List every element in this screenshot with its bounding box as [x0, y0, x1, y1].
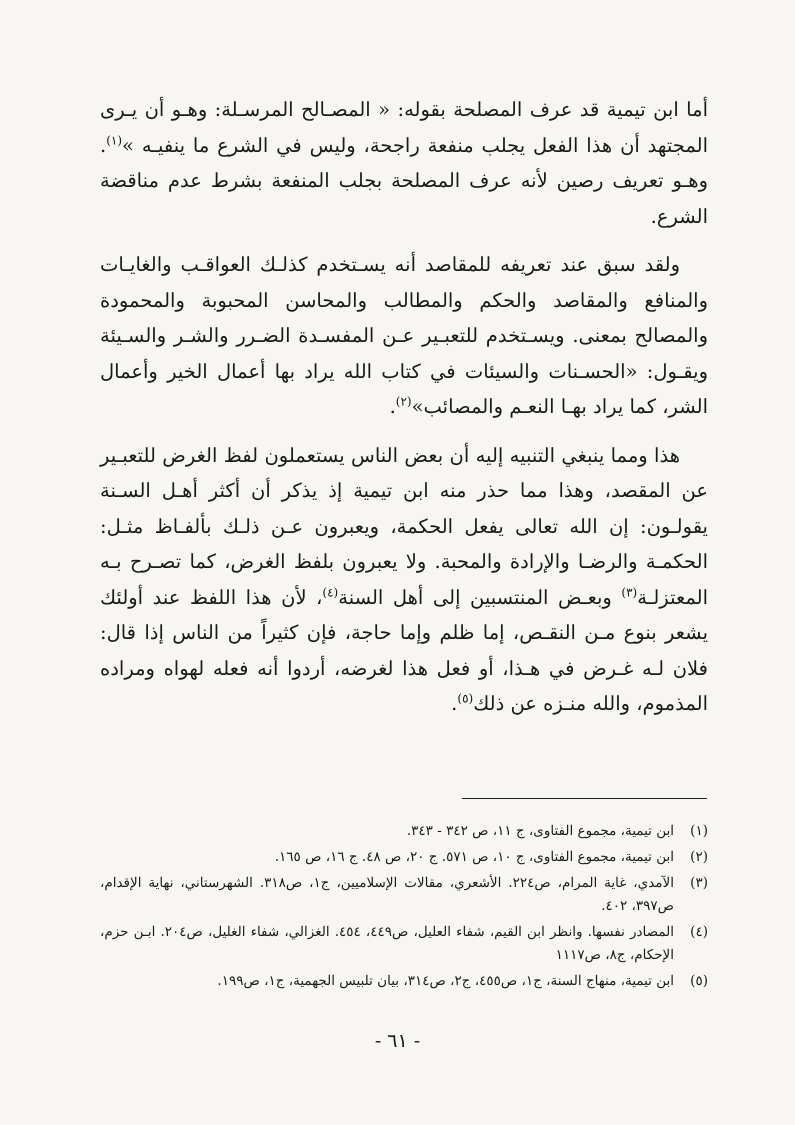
footnote-ref-4: (٤): [322, 585, 339, 599]
footnote-1: [100, 820, 708, 843]
footnote-text: الآمدي، غاية المرام، ص٢٢٤. الأشعري، مقالات الإسلاميين، ج١، ص٣١٨. الشهرستاني، نهاية الإقدام، ص٣٩٧، ٤٠٢.: [100, 875, 674, 914]
page-number: - ٦١ -: [374, 1030, 421, 1052]
main-text: [100, 92, 708, 735]
footnote-ref-1: (١): [106, 133, 123, 147]
footnote-text: ابن تيمية، مجموع الفتاوى، ج ١٠، ص ٥٧١. ج ٢٠، ص ٤٨. ج ١٦، ص ١٦٥.: [274, 849, 674, 865]
footnote-5: [100, 970, 708, 993]
footnote-number: (١): [690, 823, 708, 839]
footnote-text: ابن تيمية، منهاج السنة، ج١، ص٤٥٥، ج٢، ص٣١٤، بيان تلبيس الجهمية، ج١، ص١٩٩.: [217, 973, 674, 989]
paragraph-3-text-c: ، لأن هذا اللفظ عند أولئك يشعر بنوع مـن النقـص، إما ظلم وإما حاجة، فإن كثيراً من الناس إذا قال: فلان لـه غـرض في هـذا، أو فعل هذا لغرضه، أردوا أنه فعله لهواه ومراده المذموم، والله منـزه عن ذلك: [100, 585, 708, 715]
footnote-number: (٥): [690, 973, 708, 989]
paragraph-1: [100, 92, 708, 234]
footnote-3: [100, 872, 708, 918]
footnote-text: ابن تيمية، مجموع الفتاوى، ج ١١، ص ٣٤٢ - ٣٤٣.: [406, 823, 674, 839]
footnote-ref-2: (٢): [395, 394, 412, 409]
paragraph-1-text: أما ابن تيمية قد عرف المصلحة بقوله: « المصـالح المرسـلة: وهـو أن يـرى المجتهد أن هذا الفعل يجلب منفعة راجحة، وليس في الشرع ما ينفيـه »: [100, 98, 708, 157]
footnote-ref-3: (٣): [621, 585, 638, 599]
paragraph-3-text-b: وبعـض المنتسبين إلى أهل السنة: [338, 585, 622, 609]
footnote-separator: [462, 798, 707, 799]
paragraph-2-tail: .: [389, 395, 396, 418]
paragraph-3-tail: .: [451, 692, 458, 715]
footnotes: [100, 820, 708, 996]
paragraph-3-text-a: هذا ومما ينبغي التنبيه إليه أن بعض الناس يستعملون لفظ الغرض للتعبـير عن المقصد، وهذا مما حذر منه ابن تيمية إذ يذكر أن أكثر أهـل السـنة يقولـون: إن الله تعالى يفعل الحكمة، ويعبرون عـن ذلـك بألفـاظ مثـل: الحكمـة والرضـا والإرادة والمحبة. ولا يعبرون بلفظ الغرض، كما تصـرح بـه المعتزلـة: [100, 443, 708, 609]
paragraph-2-text: ولقد سبق عند تعريفه للمقاصد أنه يسـتخدم كذلـك العواقـب والغايـات والمنافع والمقاصد والحكم والمطالب والمحاسن المحبوبة والمحمودة والمصالح بمعنى. ويسـتخدم للتعبـير عـن المفسـدة الضـرر والشـر والسـيئة ويقـول: «الحسـنات والسيئات في كتاب الله يراد بها أعمال الخير وأعمال الشر، كما يراد بهـا النعـم والمصائب»: [100, 253, 708, 418]
footnote-text: المصادر نفسها. وانظر ابن القيم، شفاء العليل، ص٤٤٩، ٤٥٤. الغزالي، شفاء الغليل، ص٢٠٤. ابـن حزم، الإحكام، ج٨، ص١١١٧: [100, 924, 675, 963]
footnote-ref-5: (٥): [457, 691, 474, 706]
paragraph-3: [100, 438, 708, 722]
paragraph-1-tail: . وهـو تعريف رصين لأنه عرف المصلحة بجلب المنفعة بشرط عدم مناقضة الشرع.: [100, 133, 708, 228]
footnote-number: (٢): [690, 849, 708, 865]
footnote-4: [100, 921, 708, 967]
footnote-number: (٣): [690, 875, 708, 891]
paragraph-2: [100, 247, 708, 425]
footnote-2: [100, 846, 708, 869]
footnote-number: (٤): [690, 924, 708, 940]
